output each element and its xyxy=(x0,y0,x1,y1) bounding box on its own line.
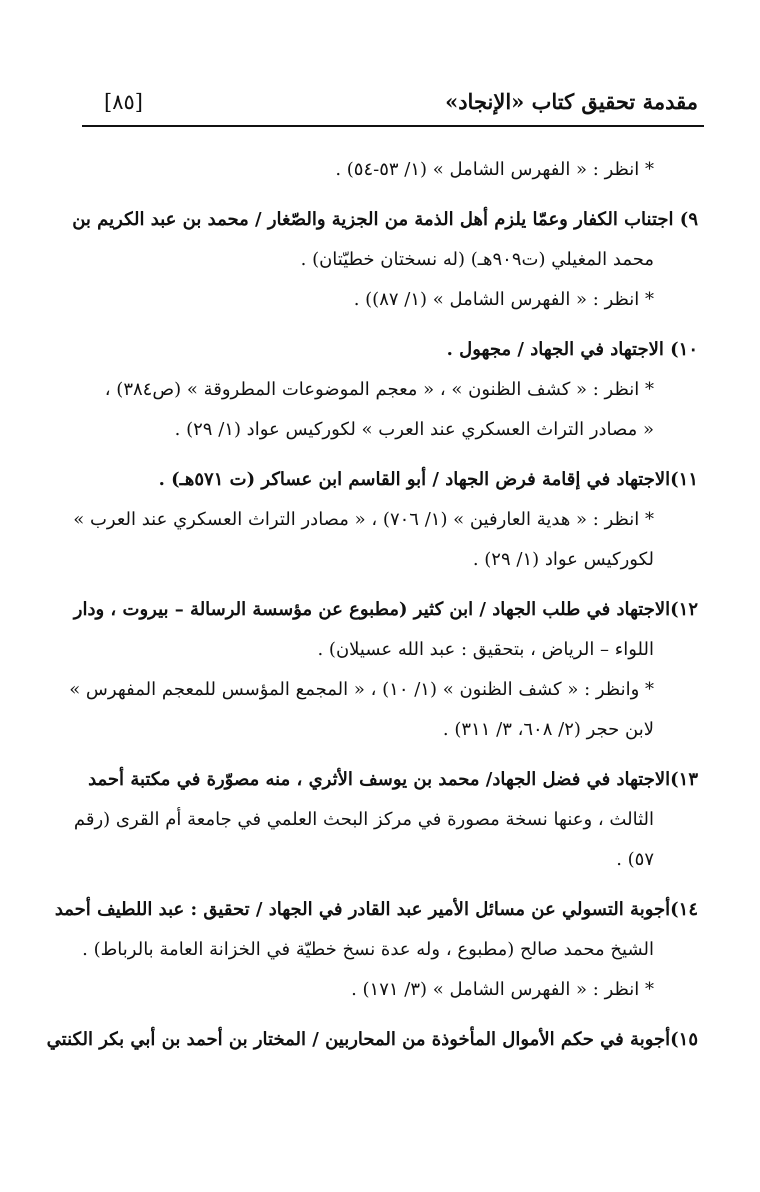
reference-continuation-line: لابن حجر (٢/ ٦٠٨، ٣/ ٣١١) . xyxy=(442,719,654,740)
running-title: مقدمة تحقيق كتاب «الإنجاد» xyxy=(445,89,698,114)
entry-title-line: ١٠) الاجتهاد في الجهاد / مجهول . xyxy=(446,339,698,360)
reference-continuation-line: « مصادر التراث العسكري عند العرب » لكوركيس عواد (١/ ٢٩) . xyxy=(174,419,654,440)
reference-line: * انظر : « الفهرس الشامل » (١/ ٥٣-٥٤) . xyxy=(335,159,654,180)
reference-line: * انظر : « الفهرس الشامل » (٣/ ١٧١) . xyxy=(351,979,654,1000)
reference-line: * انظر : « كشف الظنون » ، « معجم الموضوعات المطروقة » (ص٣٨٤) ، xyxy=(104,379,654,400)
entry-title-line: ١٥)أجوبة في حكم الأموال المأخوذة من المحاربين / المختار بن أحمد بن أبي بكر الكنتي xyxy=(46,1029,698,1050)
entry-13 xyxy=(73,760,698,880)
entry-continuation-line: اللواء – الرياض ، بتحقيق : عبد الله عسيلان) . xyxy=(317,639,654,660)
header-rule xyxy=(82,125,704,127)
entry-10 xyxy=(78,330,698,450)
page-header xyxy=(82,88,698,128)
entry-14 xyxy=(54,890,698,1010)
entry-continuation-line: الشيخ محمد صالح (مطبوع ، وله عدة نسخ خطيّة في الخزانة العامة بالرباط) . xyxy=(82,939,654,960)
entry-11 xyxy=(73,460,698,580)
entry-title-line: ٩) اجتناب الكفار وعمّا يلزم أهل الذمة من الجزية والصّغار / محمد بن عبد الكريم بن xyxy=(72,209,698,230)
entry-8-note xyxy=(78,150,698,190)
reference-line: * انظر : « الفهرس الشامل » (١/ ٨٧)) . xyxy=(353,289,654,310)
reference-line: * انظر : « هدية العارفين » (١/ ٧٠٦) ، « مصادر التراث العسكري عند العرب » xyxy=(73,509,654,530)
entry-continuation-line: محمد المغيلي (ت٩٠٩هـ) (له نسختان خطيّتان) . xyxy=(300,249,654,270)
entry-title-line: ١٣)الاجتهاد في فضل الجهاد/ محمد بن يوسف الأثري ، منه مصوّرة في مكتبة أحمد xyxy=(88,769,698,790)
page-number: [٨٥] xyxy=(104,90,143,114)
entry-continuation-line: الثالث ، وعنها نسخة مصورة في مركز البحث العلمي في جامعة أم القرى (رقم xyxy=(73,809,654,830)
entry-title-line: ١٤)أجوبة التسولي عن مسائل الأمير عبد القادر في الجهاد / تحقيق : عبد اللطيف أحمد xyxy=(54,899,698,920)
entry-12 xyxy=(69,590,698,750)
reference-line: * وانظر : « كشف الظنون » (١/ ١٠) ، « المجمع المؤسس للمعجم المفهرس » xyxy=(69,679,654,700)
reference-continuation-line: لكوركيس عواد (١/ ٢٩) . xyxy=(472,549,654,570)
entry-title-line: ١١)الاجتهاد في إقامة فرض الجهاد / أبو القاسم ابن عساكر (ت ٥٧١هـ) . xyxy=(158,469,698,490)
body-text xyxy=(46,150,698,1060)
entry-9 xyxy=(72,200,698,320)
entry-title-line: ١٢)الاجتهاد في طلب الجهاد / ابن كثير (مطبوع عن مؤسسة الرسالة – بيروت ، ودار xyxy=(73,599,698,620)
entry-15 xyxy=(46,1020,698,1060)
entry-continuation-line: ٥٧) . xyxy=(616,849,654,870)
